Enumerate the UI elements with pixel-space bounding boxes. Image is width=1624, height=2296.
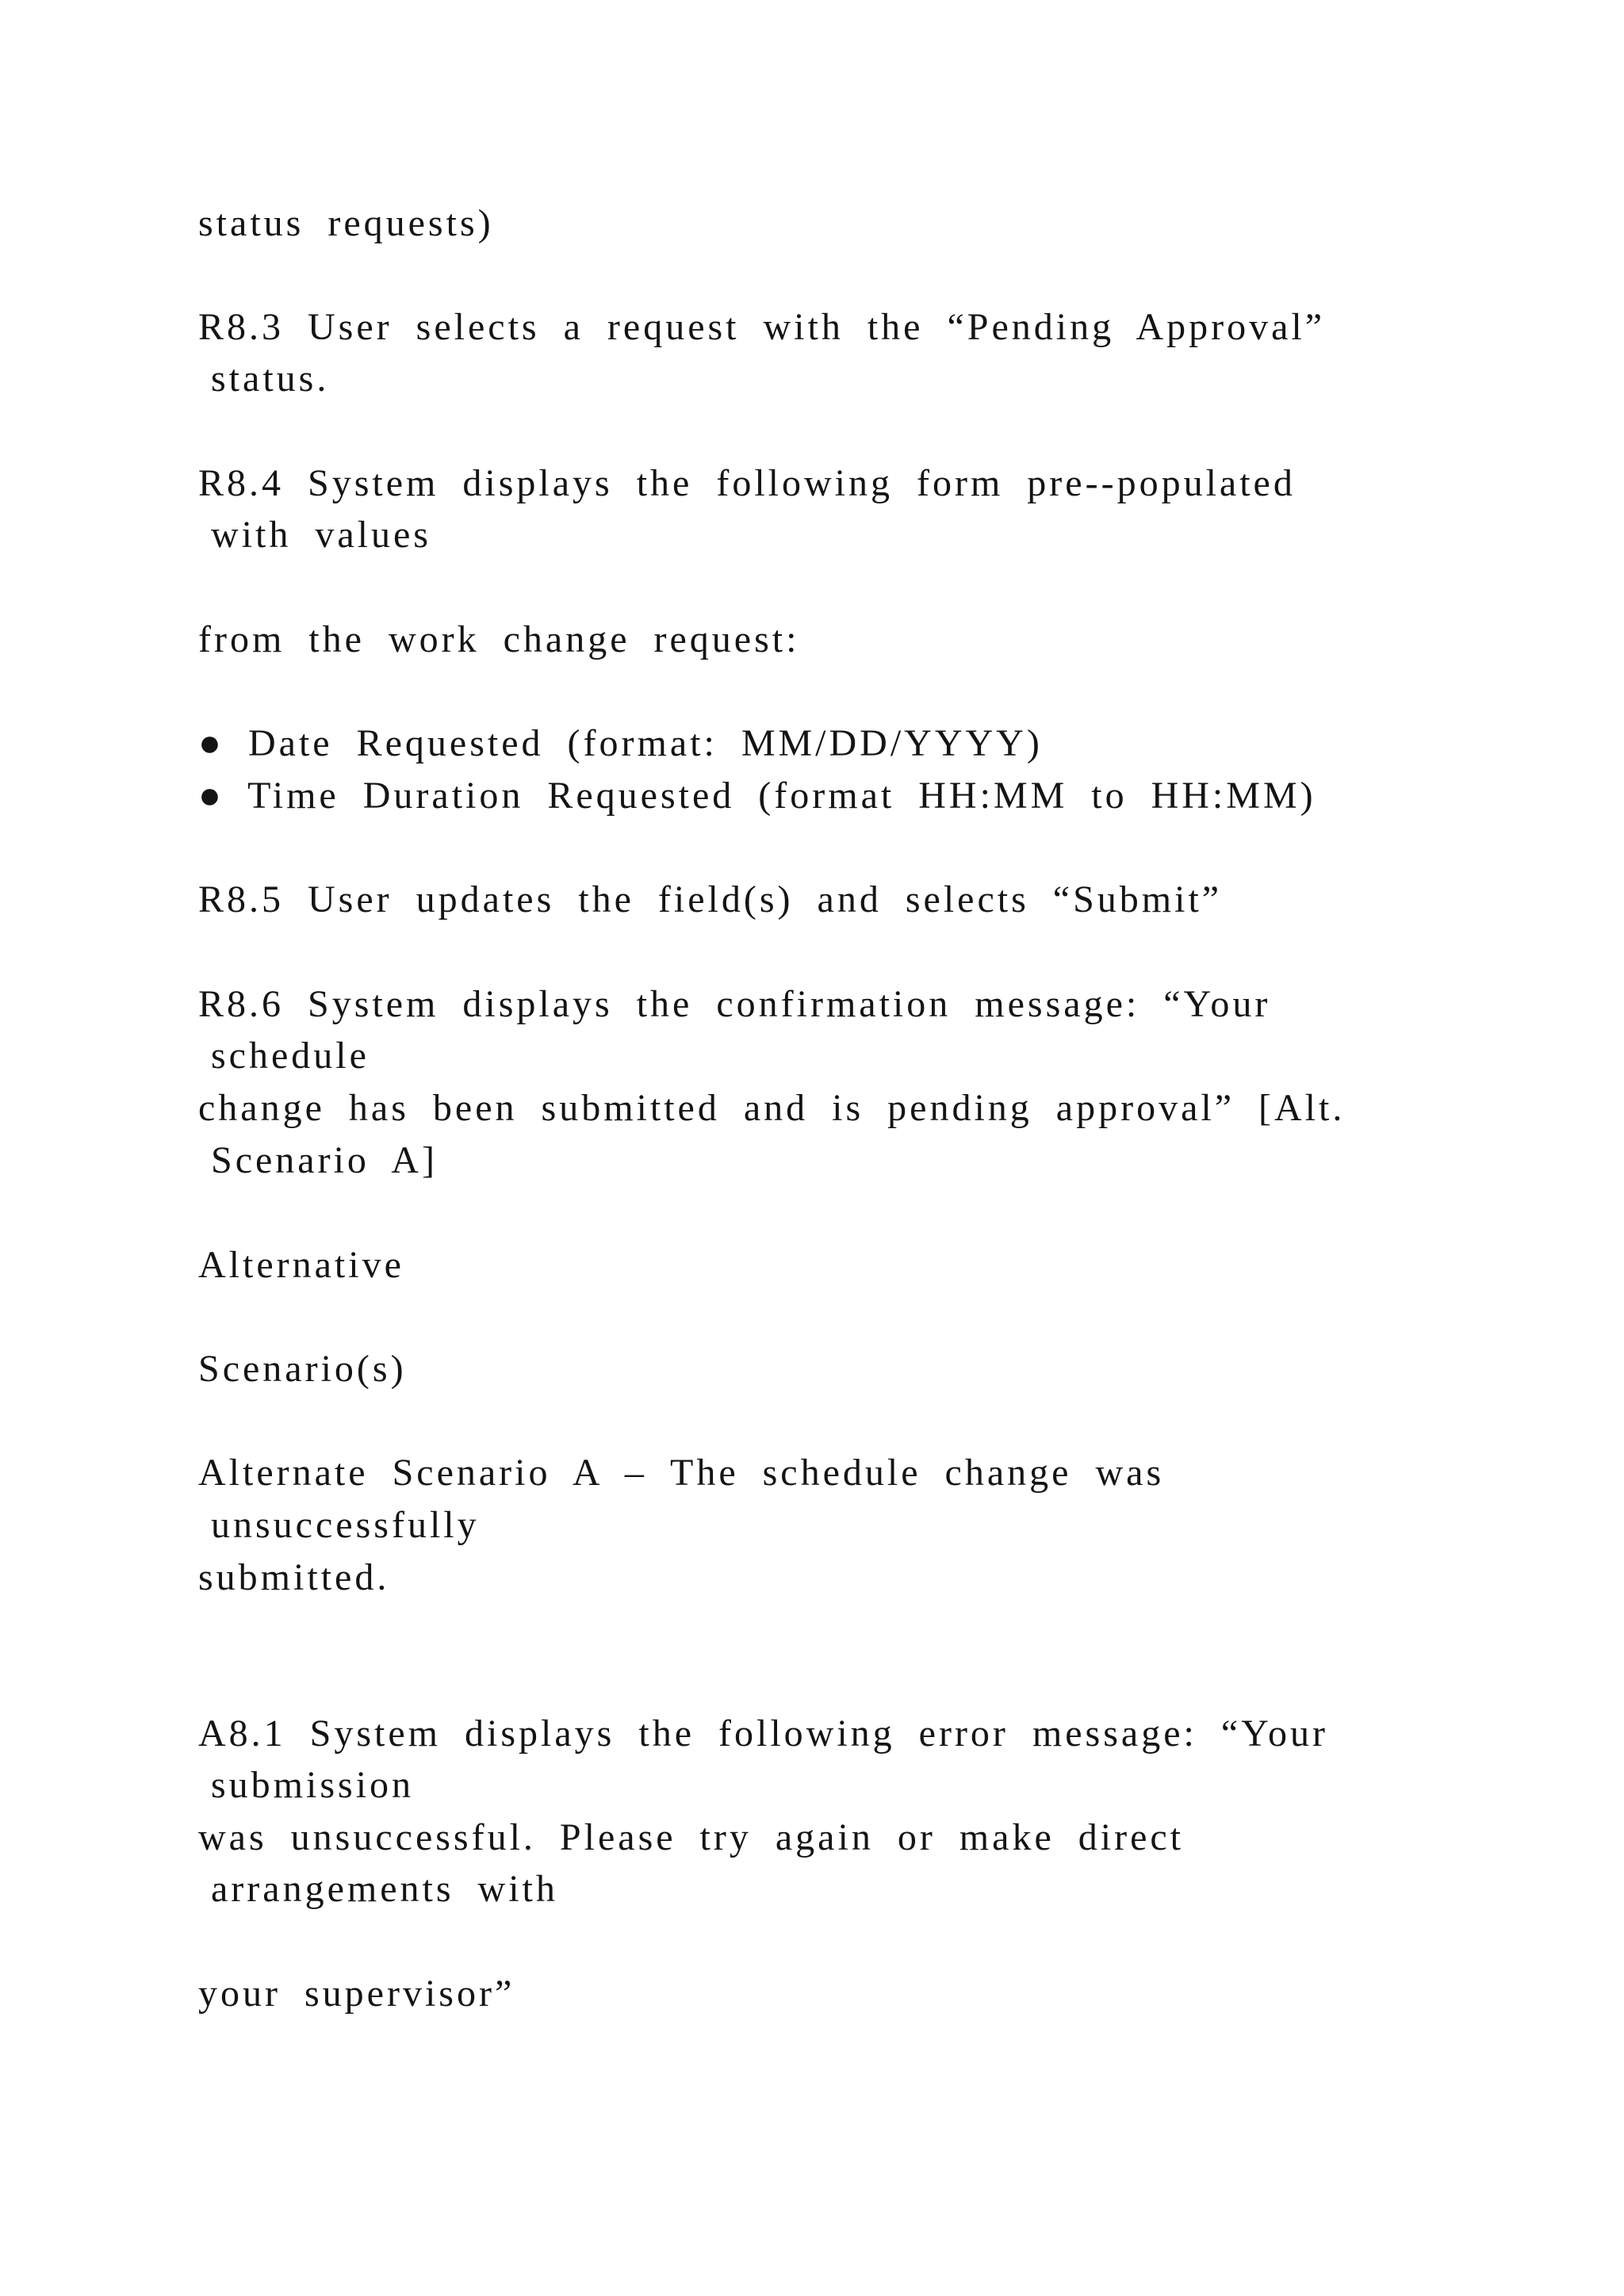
- text-line: R8.6 System displays the confirmation message: “Your: [198, 983, 1271, 1025]
- text-line: R8.4 System displays the following form pre--populated: [198, 462, 1296, 504]
- text-line: arrangements with: [211, 1868, 558, 1910]
- text-line: Alternate Scenario A – The schedule change was: [198, 1452, 1165, 1494]
- section-heading: Scenario(s): [198, 1348, 407, 1390]
- text-line: unsuccessfully: [211, 1504, 480, 1546]
- bullet-item: ● Date Requested (format: MM/DD/YYYY): [198, 722, 1043, 764]
- section-heading: Alternative: [198, 1244, 404, 1286]
- text-line: A8.1 System displays the following error message: “Your: [198, 1712, 1328, 1755]
- text-line: your supervisor”: [198, 1973, 515, 2015]
- bullet-item: ● Time Duration Requested (format HH:MM to HH:MM): [198, 775, 1316, 817]
- text-line: schedule: [211, 1035, 370, 1077]
- text-line: status requests): [198, 202, 494, 244]
- text-line: submission: [211, 1764, 415, 1806]
- text-line: change has been submitted and is pending approval” [Alt.: [198, 1087, 1346, 1129]
- text-line: with values: [211, 514, 431, 556]
- text-line: was unsuccessful. Please try again or make direct: [198, 1816, 1185, 1858]
- text-line: R8.5 User updates the field(s) and selects “Submit”: [198, 878, 1223, 920]
- text-line: status.: [211, 358, 330, 400]
- text-line: R8.3 User selects a request with the “Pending Approval”: [198, 306, 1326, 348]
- text-line: submitted.: [198, 1556, 390, 1598]
- text-line: Scenario A]: [211, 1139, 438, 1181]
- text-line: from the work change request:: [198, 618, 800, 660]
